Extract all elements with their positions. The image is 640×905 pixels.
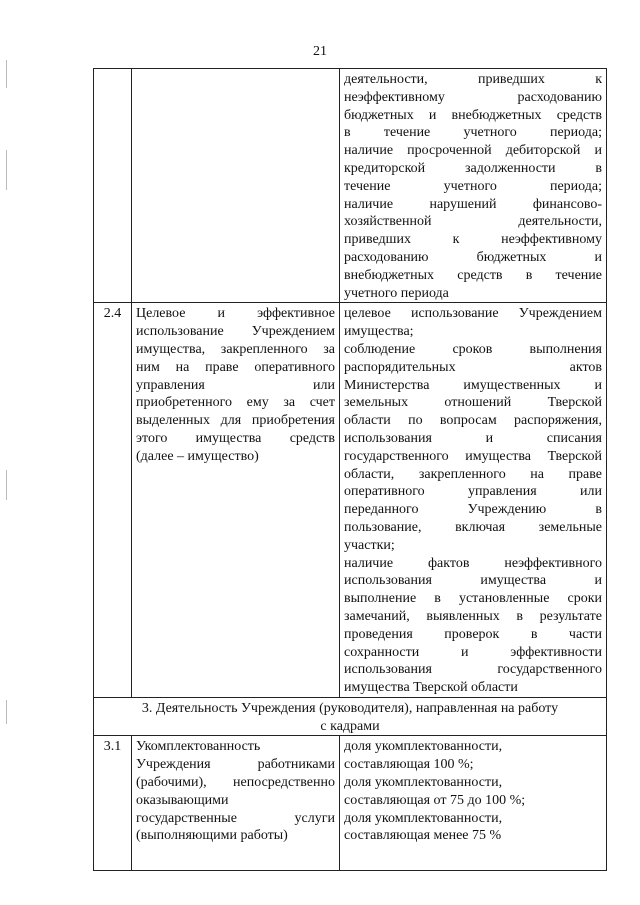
- section-row: [94, 697, 607, 736]
- text-line: (выполняющими работы): [136, 828, 288, 844]
- text-line: доля укомплектованности,: [344, 775, 503, 791]
- text-line: составляющая 100 %;: [344, 757, 474, 773]
- text-line: неэффективному расходованию: [344, 89, 602, 105]
- text-line: ним на праве оперативного: [136, 359, 335, 375]
- text-line: наличие нарушений финансово-: [344, 196, 602, 212]
- text-line: управления или: [136, 377, 335, 393]
- text-line: области, закрепленного на праве: [344, 466, 602, 482]
- text-line: использования и списания: [344, 430, 602, 446]
- scan-edge-mark: [6, 60, 7, 88]
- text-line: переданного Учреждению в: [344, 502, 602, 518]
- text-line: кредиторской задолженности в: [344, 160, 602, 176]
- text-line: государственные услуги: [136, 810, 335, 826]
- text-line: целевое использование Учреждением: [344, 306, 602, 322]
- section-heading-line: с кадрами: [320, 718, 380, 734]
- text-line: (рабочими), непосредственно: [136, 775, 335, 791]
- text-line: имущества, закрепленного за: [136, 341, 335, 357]
- text-line: использования государственного: [344, 662, 602, 678]
- scan-edge-mark: [6, 700, 7, 724]
- text-line: составляющая менее 75 %: [344, 828, 502, 844]
- criteria-table: [93, 68, 607, 871]
- indicator-cell: [340, 69, 607, 303]
- text-line: Министерства имущественных и: [344, 377, 602, 393]
- indicator-cell: [340, 736, 607, 871]
- text-line: Целевое и эффективное: [136, 306, 335, 322]
- text-line: имущества Тверской области: [344, 680, 518, 696]
- row-number: 2.4: [94, 303, 132, 698]
- table-row: [94, 69, 607, 303]
- page-number: 21: [313, 44, 327, 59]
- text-line: учетного периода: [344, 285, 449, 301]
- text-line: сохранности и эффективности: [344, 644, 602, 660]
- text-line: в течение учетного периода;: [344, 125, 602, 141]
- text-line: бюджетных и внебюджетных средств: [344, 107, 602, 123]
- text-line: выполнение в установленные сроки: [344, 591, 602, 607]
- text-line: (далее – имущество): [136, 448, 259, 464]
- text-line: Укомплектованность: [136, 739, 261, 755]
- text-line: участки;: [344, 537, 395, 553]
- row-number: 3.1: [94, 736, 132, 871]
- section-heading: [94, 697, 607, 736]
- text-line: хозяйственной деятельности,: [344, 214, 602, 230]
- row-number: [94, 69, 132, 303]
- text-line: использования имущества и: [344, 573, 602, 589]
- criterion-cell: [132, 69, 340, 303]
- table-row: [94, 736, 607, 871]
- text-line: выделенных для приобретения: [136, 413, 335, 429]
- text-line: приведших к неэффективному: [344, 232, 602, 248]
- text-line: внебюджетных средств в течение: [344, 267, 602, 283]
- text-line: государственного имущества Тверской: [344, 448, 602, 464]
- criterion-cell: [132, 736, 340, 871]
- text-line: пользование, включая земельные: [344, 519, 602, 535]
- text-line: замечаний, выявленных в результате: [344, 608, 602, 624]
- text-line: приобретенного ему за счет: [136, 395, 335, 411]
- text-line: соблюдение сроков выполнения: [344, 341, 602, 357]
- text-line: имущества;: [344, 324, 414, 340]
- scan-edge-mark: [6, 150, 7, 190]
- text-line: составляющая от 75 до 100 %;: [344, 792, 526, 808]
- text-line: распорядительных актов: [344, 359, 602, 375]
- text-line: течение учетного периода;: [344, 178, 602, 194]
- text-line: наличие фактов неэффективного: [344, 555, 602, 571]
- text-line: области по вопросам распоряжения,: [344, 413, 602, 429]
- text-line: использование Учреждением: [136, 324, 335, 340]
- text-line: наличие просроченной дебиторской и: [344, 143, 602, 159]
- criterion-cell: [132, 303, 340, 698]
- text-line: Учреждения работниками: [136, 757, 335, 773]
- text-line: деятельности, приведших к: [344, 72, 602, 87]
- text-line: оказывающими: [136, 792, 229, 808]
- text-line: проведения проверок в части: [344, 626, 602, 642]
- scan-edge-mark: [6, 470, 7, 500]
- section-heading-line: 3. Деятельность Учреждения (руководителя), направленная на работу: [141, 700, 559, 716]
- text-line: этого имущества средств: [136, 430, 335, 446]
- text-line: расходованию бюджетных и: [344, 249, 602, 265]
- text-line: оперативного управления или: [344, 484, 602, 500]
- text-line: доля укомплектованности,: [344, 739, 503, 755]
- text-line: земельных отношений Тверской: [344, 395, 602, 411]
- indicator-cell: [340, 303, 607, 698]
- table-row: [94, 303, 607, 698]
- text-line: доля укомплектованности,: [344, 810, 503, 826]
